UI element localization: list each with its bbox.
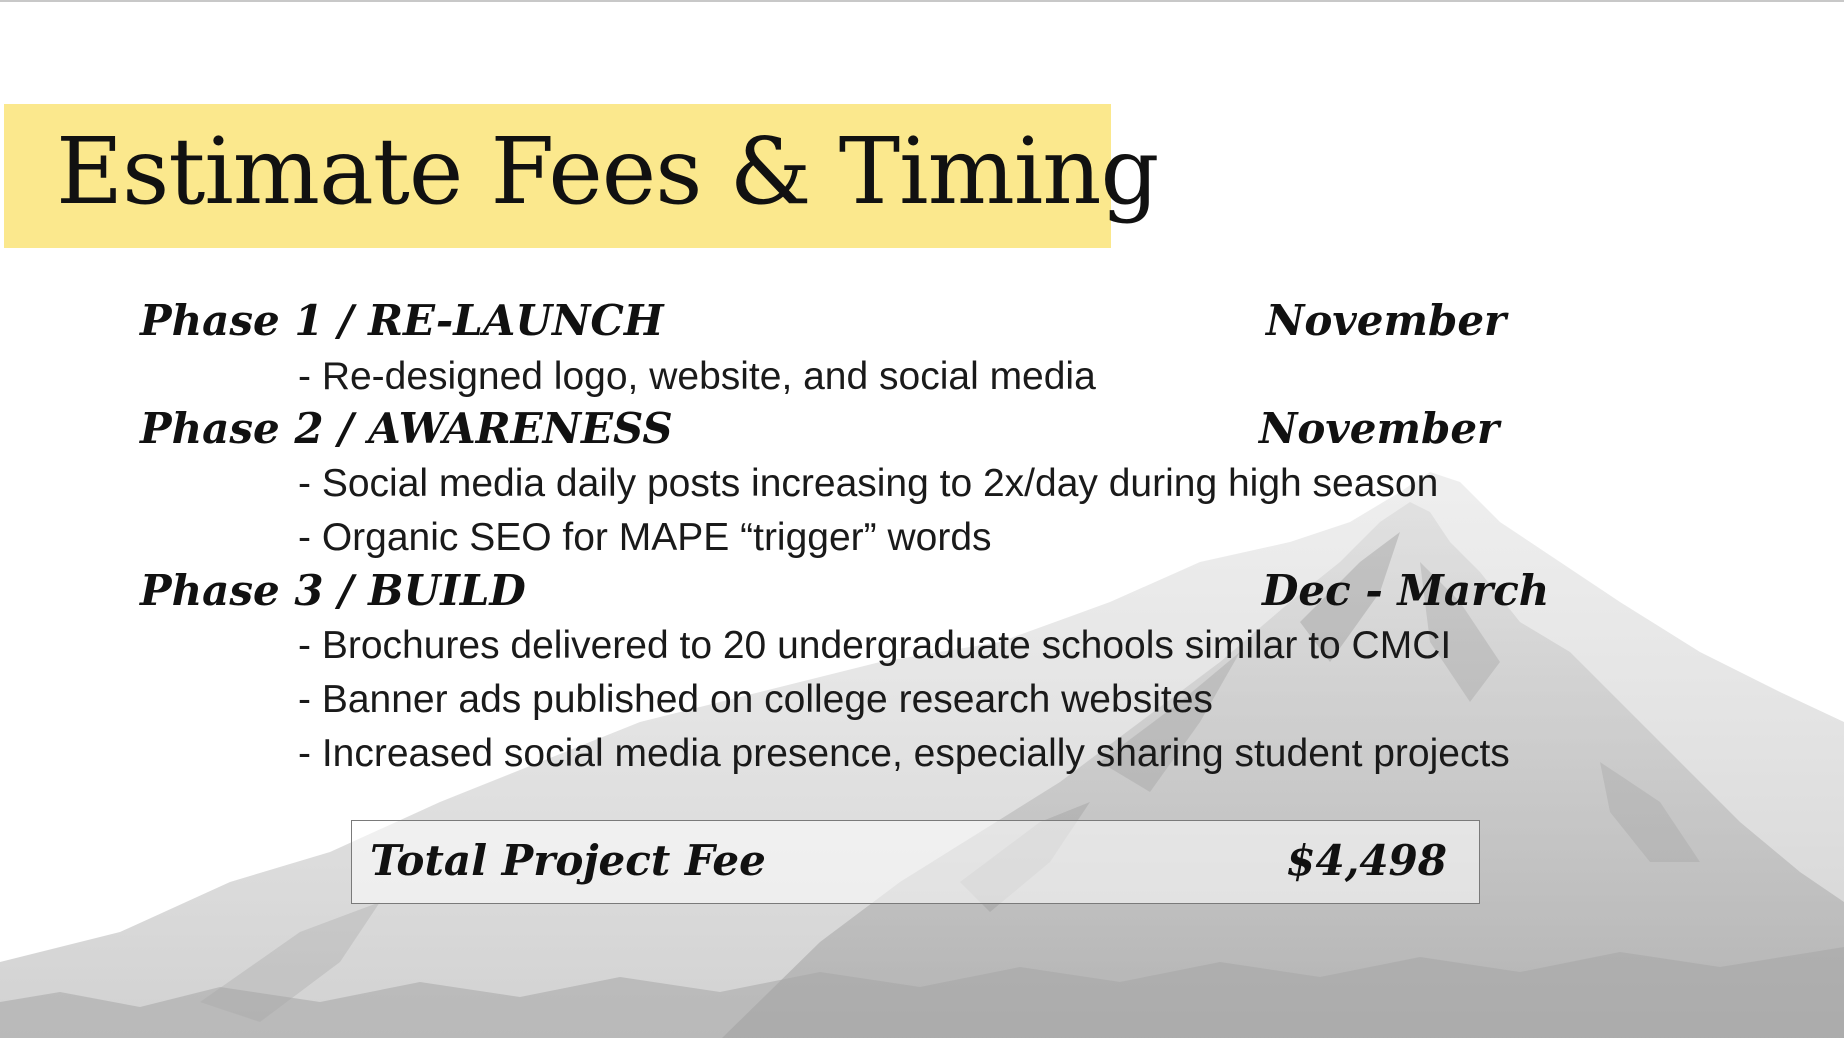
total-project-fee-box bbox=[351, 820, 1480, 904]
phase-2-heading: Phase 2 / AWARENESS bbox=[140, 404, 673, 453]
slide-title: Estimate Fees & Timing bbox=[56, 118, 1159, 225]
phase-3-heading: Phase 3 / BUILD bbox=[140, 566, 526, 615]
phase-3-bullet-1: - Brochures delivered to 20 undergraduate schools similar to CMCI bbox=[298, 624, 1452, 667]
phase-3-bullet-2: - Banner ads published on college research websites bbox=[298, 678, 1213, 721]
total-fee-value: $4,498 bbox=[1286, 836, 1447, 885]
phase-1-bullet-1: - Re-designed logo, website, and social media bbox=[298, 355, 1096, 398]
phase-2-bullet-1: - Social media daily posts increasing to 2x/day during high season bbox=[298, 462, 1439, 505]
phase-1-timing: November bbox=[1266, 296, 1507, 345]
total-fee-label: Total Project Fee bbox=[370, 836, 766, 885]
phase-3-timing: Dec - March bbox=[1262, 566, 1550, 615]
phase-1-heading: Phase 1 / RE-LAUNCH bbox=[140, 296, 664, 345]
phase-2-timing: November bbox=[1259, 404, 1500, 453]
phase-2-bullet-2: - Organic SEO for MAPE “trigger” words bbox=[298, 516, 992, 559]
phase-3-bullet-3: - Increased social media presence, especially sharing student projects bbox=[298, 732, 1510, 775]
